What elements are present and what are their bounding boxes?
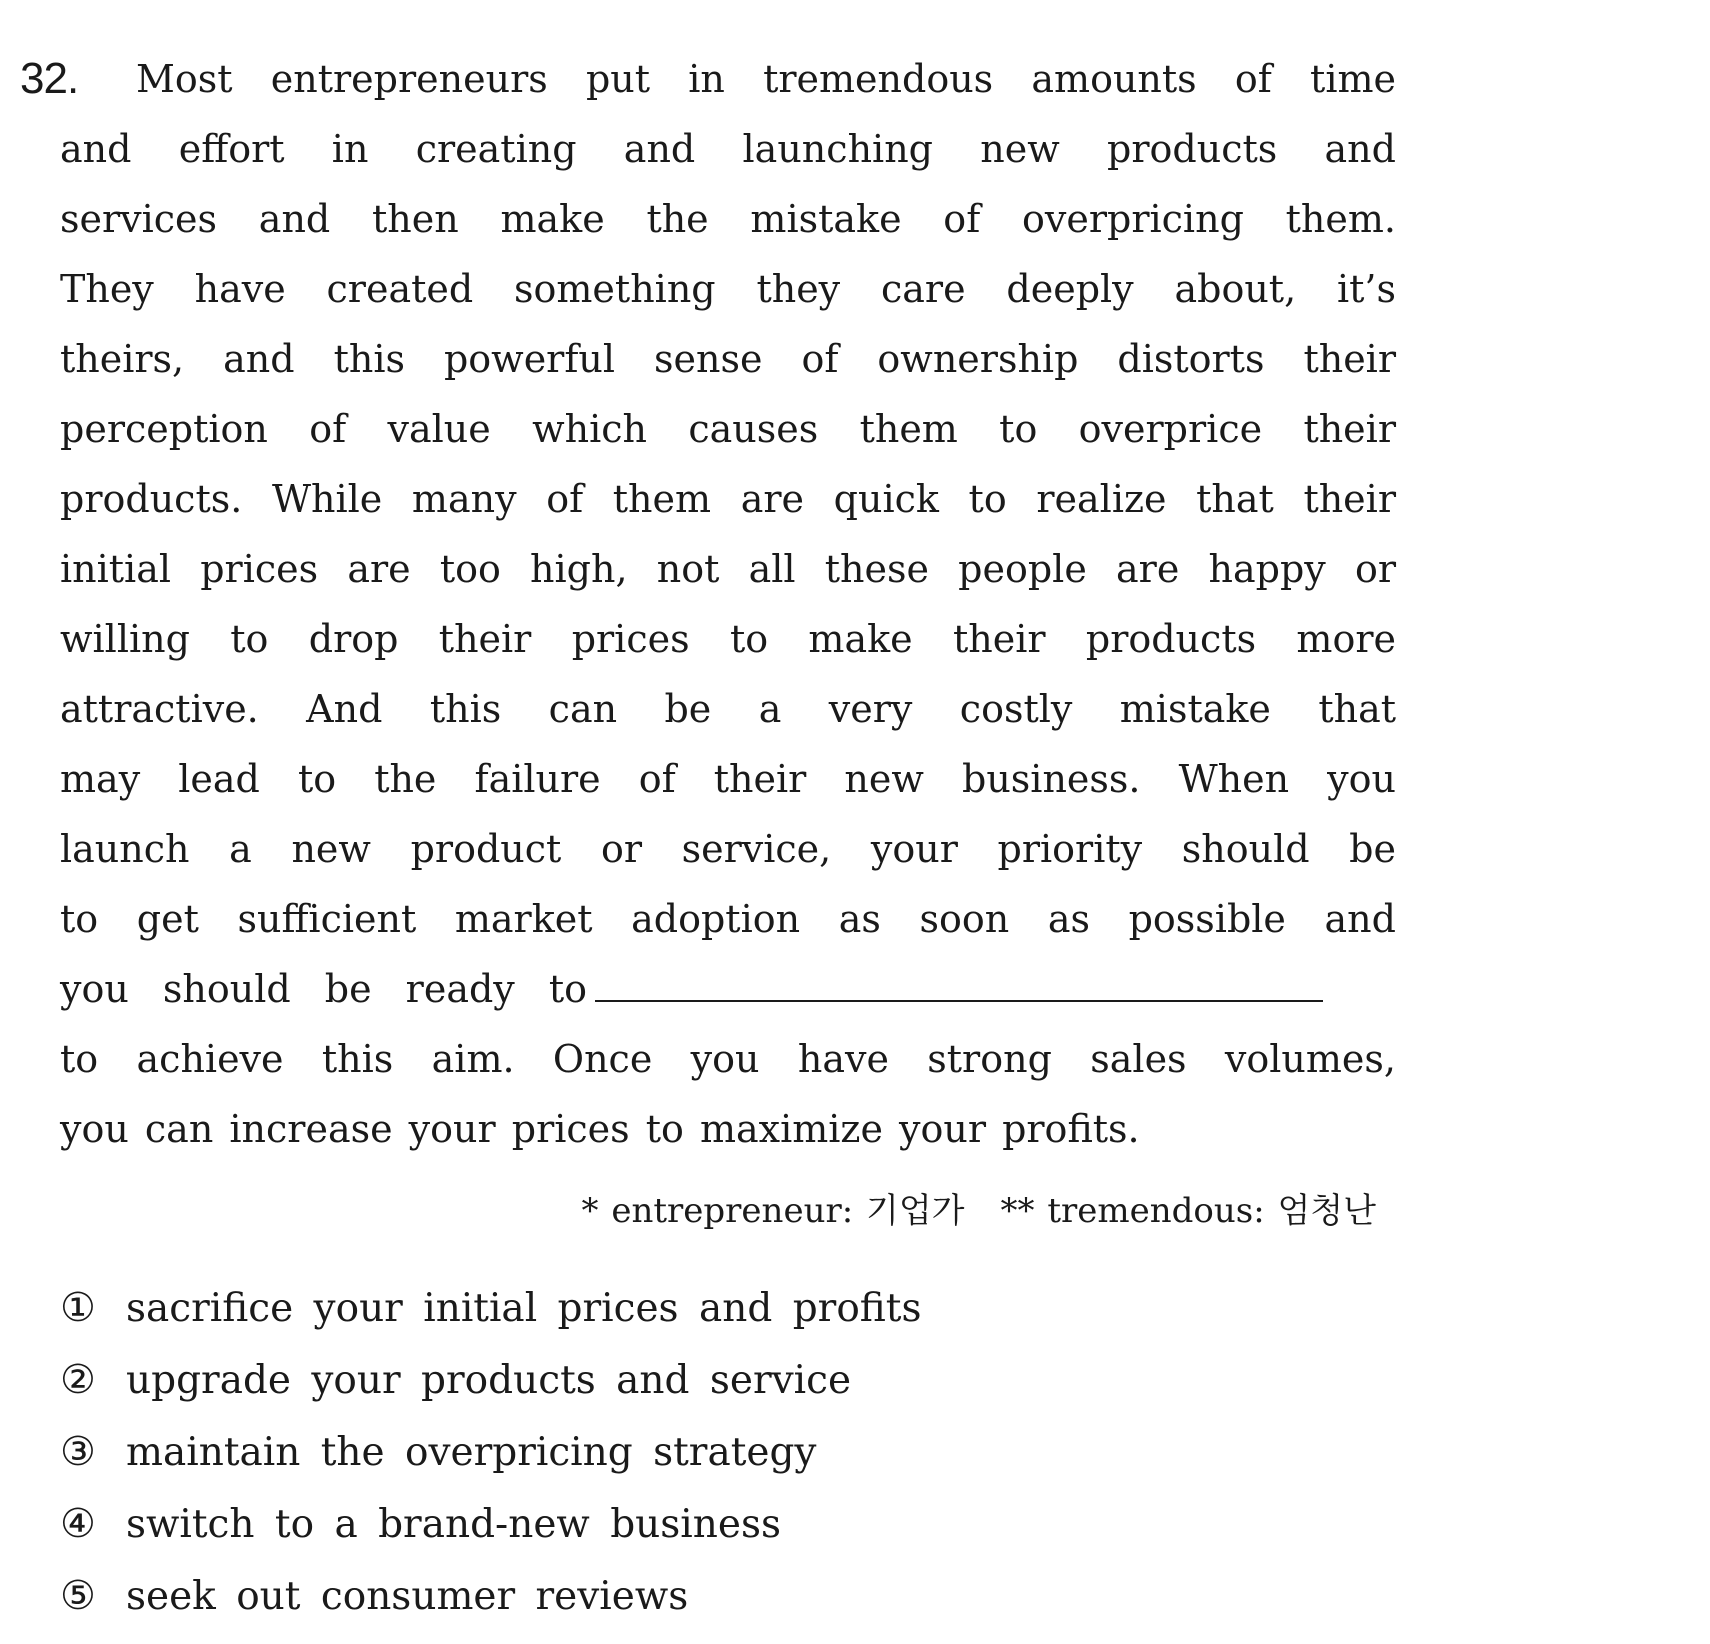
option-text: upgrade your products and service	[126, 1358, 852, 1403]
passage-line-with-blank	[60, 954, 1396, 1024]
option-1[interactable]	[60, 1272, 922, 1344]
option-mark: ⑤	[60, 1573, 96, 1619]
option-text: seek out consumer reviews	[126, 1574, 689, 1619]
passage	[60, 44, 1396, 1164]
passage-line-text: you should be ready to	[60, 967, 588, 1011]
question-number: 32.	[20, 54, 79, 103]
footnote-entrepreneur: * entrepreneur: 기업가	[581, 1191, 965, 1231]
passage-line: Most entrepreneurs put in tremendous amounts of time	[136, 57, 1396, 101]
passage-line: perception of value which causes them to overprice their	[60, 407, 1396, 451]
passage-line: to get sufficient market adoption as soon as possible and	[60, 897, 1396, 941]
option-mark: ①	[60, 1285, 96, 1331]
passage-line: and effort in creating and launching new products and	[60, 127, 1396, 171]
passage-line: products. While many of them are quick to realize that their	[60, 477, 1396, 521]
passage-line: to achieve this aim. Once you have strong sales volumes,	[60, 1037, 1396, 1081]
option-mark: ④	[60, 1501, 96, 1547]
passage-line: may lead to the failure of their new business. When you	[60, 757, 1396, 801]
answer-blank	[595, 954, 1323, 1002]
passage-line: theirs, and this powerful sense of ownership distorts their	[60, 337, 1396, 381]
footnote-tremendous: ** tremendous: 엄청난	[1000, 1191, 1376, 1231]
answer-options	[60, 1272, 922, 1632]
option-3[interactable]	[60, 1416, 922, 1488]
passage-line: attractive. And this can be a very costly mistake that	[60, 687, 1396, 731]
option-text: sacrifice your initial prices and profits	[126, 1286, 922, 1331]
passage-line: They have created something they care deeply about, it’s	[60, 267, 1396, 311]
option-4[interactable]	[60, 1488, 922, 1560]
passage-line: initial prices are too high, not all these people are happy or	[60, 547, 1396, 591]
passage-line: willing to drop their prices to make their products more	[60, 617, 1396, 661]
option-text: switch to a brand-new business	[126, 1502, 781, 1547]
passage-line: launch a new product or service, your priority should be	[60, 827, 1396, 871]
option-5[interactable]	[60, 1560, 922, 1632]
passage-line: services and then make the mistake of overpricing them.	[60, 197, 1396, 241]
footnotes	[582, 1186, 1376, 1236]
option-text: maintain the overpricing strategy	[126, 1430, 817, 1475]
option-mark: ③	[60, 1429, 96, 1475]
passage-line: you can increase your prices to maximize your profits.	[60, 1107, 1140, 1151]
option-2[interactable]	[60, 1344, 922, 1416]
option-mark: ②	[60, 1357, 96, 1403]
